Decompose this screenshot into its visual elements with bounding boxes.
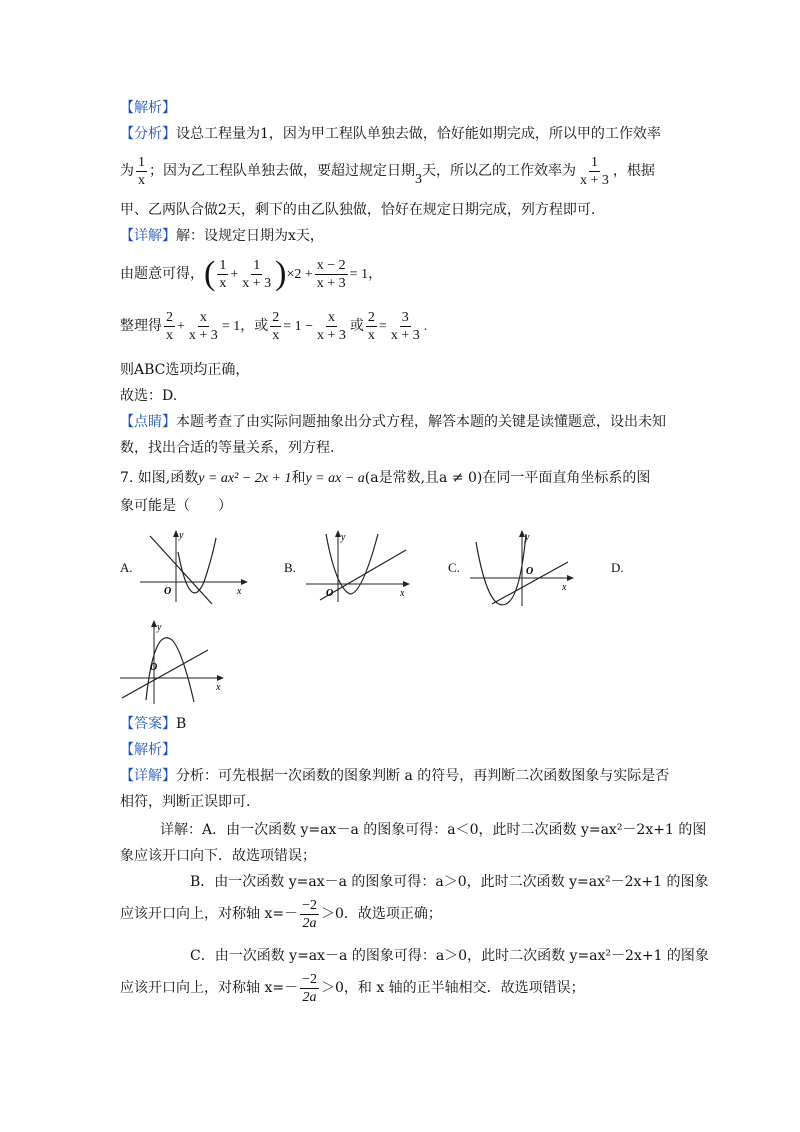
straight-line (150, 536, 212, 604)
paren-close: ) (275, 255, 287, 292)
y-axis-label: y (341, 532, 346, 543)
fraction-minus-2-over-2a (300, 971, 319, 1006)
x-axis-label: x (237, 586, 242, 597)
c2-text-b: ＞0，和 x 轴的正半轴相交．故选项错误； (320, 980, 585, 996)
option-b-label: B. (284, 560, 296, 575)
frac-den: x + 3 (188, 327, 218, 343)
answer-line (120, 714, 186, 734)
frac-num: 1 (253, 257, 261, 273)
frac-num: 1 (138, 154, 145, 170)
detail-line-1 (120, 226, 324, 246)
detail-equation-line: 由题意可得，( $\frac{1}{x}$ + $\frac{1}{x + 3}$ )×2 + $\frac{x - 2}{x + 3}$ = 1， (120, 255, 383, 292)
tag-dianjing: 【点睛】 (120, 414, 176, 430)
origin-label: O (150, 662, 158, 673)
frac-den: x + 3 (390, 327, 420, 343)
parabola (326, 534, 378, 594)
origin-label: O (526, 566, 534, 577)
frac-num: −2 (302, 897, 317, 913)
fraction-1-over-x (136, 154, 147, 189)
fraction-3-over-x-plus-3 (389, 309, 422, 344)
frac-num: 2 (367, 309, 375, 325)
detail-text-3a: 整理得 (120, 318, 162, 334)
c2-text-a: 应该开口向上，对称轴 x=－ (120, 980, 299, 996)
straight-line (122, 650, 208, 698)
frac-num: 1 (590, 154, 598, 170)
b2-text-a: 应该开口向上，对称轴 x=－ (120, 906, 299, 922)
detail-text-1: 解：设规定日期为x天， (176, 228, 324, 244)
option-a-label: A. (120, 560, 133, 575)
frac-num: −2 (302, 971, 317, 987)
fraction-x-over-x-plus-3 (187, 309, 220, 344)
y-axis-label: y (157, 622, 162, 633)
fraction-x-over-x-plus-3 (315, 309, 348, 344)
analysis-text-2d: 天，所以乙的工作效率为 (422, 163, 576, 179)
detail-line-4: 则ABC选项均正确， (120, 362, 250, 378)
x-axis-label: x (562, 582, 567, 593)
detail2-line-1 (120, 766, 669, 786)
detail-line-5: 故选：D. (120, 388, 178, 404)
graph-option-a (140, 528, 252, 604)
x-axis-arrow (217, 675, 224, 681)
x-axis-label: x (216, 682, 221, 693)
detail2-option-a-line-2: 象应该开口向下．故选项错误； (120, 848, 316, 864)
frac-den: x + 3 (316, 275, 346, 291)
origin-label: O (326, 588, 334, 599)
analysis-text-2c: 3 (415, 172, 422, 187)
frac-den: x + 3 (242, 275, 272, 291)
detail-text-3d: = 1 − (283, 319, 314, 334)
analysis-line-3: 甲、乙两队合做2天，剩下的由乙队独做，恰好在规定日期完成，列方程即可. (120, 202, 596, 218)
frac-num: x (327, 309, 335, 325)
detail2-option-c-line-1: C．由一次函数 y=ax－a 的图象可得：a＞0，此时二次函数 y=ax²－2x+1 的图象 (190, 948, 709, 964)
origin-label: O (164, 586, 172, 597)
analysis-line-1 (120, 124, 661, 144)
tag-xiangjie: 【详解】 (120, 228, 176, 244)
frac-den: x (138, 172, 145, 188)
frac-den: x (166, 327, 173, 343)
option-d-label: D. (611, 560, 624, 575)
detail-text-2b: ×2 + (286, 267, 313, 282)
graph-option-b (306, 528, 414, 604)
frac-den: x (367, 327, 375, 343)
tag-xiangjie-2: 【详解】 (120, 768, 176, 784)
frac-num: x (199, 309, 207, 325)
equals-sign: = (378, 319, 387, 334)
frac-den: x (272, 327, 280, 343)
fraction-1-over-x-plus-3 (240, 257, 273, 292)
frac-den: x (219, 275, 227, 291)
fraction-x-minus-2-over-x-plus-3 (315, 257, 348, 292)
detail-simplify-line (120, 306, 427, 347)
fraction-2-over-x (164, 309, 175, 344)
x-axis-arrow (567, 575, 574, 581)
x-axis-arrow (403, 581, 410, 587)
section-tag-analysis: 【解析】 (120, 100, 176, 116)
comment-line-1 (120, 412, 666, 432)
option-c-label: C. (448, 560, 460, 575)
paren-open: ( (204, 255, 216, 292)
q7-equation-linear: y = ax − a (305, 471, 365, 486)
fraction-minus-2-over-2a (300, 897, 319, 932)
detail2-option-b-line-2 (120, 894, 442, 934)
frac-num: 1 (219, 257, 227, 273)
detail2-line-2: 相符，判断正误即可. (120, 794, 251, 810)
frac-den: 2a (302, 915, 317, 931)
x-axis-arrow (241, 579, 248, 585)
q7-equation-quadratic: y = ax² − 2x + 1 (198, 471, 292, 486)
y-axis-label: y (179, 530, 184, 541)
detail-text-3e: 或 (349, 318, 364, 334)
detail-text-2a: 由题意可得， (120, 266, 204, 282)
detail-text-3c: = 1，或 (221, 319, 269, 334)
frac-den: x + 3 (317, 327, 346, 343)
comment-text-1: 本题考查了由实际问题抽象出分式方程，解答本题的关键是读懂题意，设出未知 (176, 414, 666, 430)
frac-den: x + 3 (580, 172, 609, 188)
analysis-text-2b: ；因为乙工程队单独去做，要超过规定日期 (149, 163, 415, 179)
question-7-line-1 (120, 468, 650, 489)
detail-text-2c: = 1， (349, 267, 383, 282)
section-tag-analysis-2: 【解析】 (120, 742, 176, 758)
graph-option-d (120, 616, 230, 706)
analysis-line-2 (120, 152, 655, 191)
plus-sign: + (177, 319, 185, 334)
q7-text-b: 和 (291, 470, 306, 486)
y-axis-label: y (525, 532, 530, 543)
frac-num: x − 2 (316, 257, 346, 273)
comment-line-2: 数，找出合适的等量关系，列方程. (120, 440, 335, 456)
fraction-2-over-x (366, 309, 377, 344)
tag-daan: 【答案】 (120, 716, 176, 732)
detail2-option-c-line-2 (120, 968, 585, 1008)
detail2-option-b-line-1: B．由一次函数 y=ax－a 的图象可得：a＞0，此时二次函数 y=ax²－2x+1 的图象 (190, 874, 709, 890)
graph-option-c (470, 528, 578, 608)
question-7-line-2: 象可能是（ ） (120, 498, 232, 514)
fraction-2-over-x (270, 309, 281, 344)
period: . (423, 319, 428, 334)
analysis-text-2a: 为 (120, 163, 134, 179)
x-axis-label: x (400, 588, 405, 599)
parabola (178, 538, 216, 593)
frac-den: 2a (302, 989, 317, 1005)
fraction-1-over-x-plus-3 (578, 154, 611, 189)
frac-num: 3 (401, 309, 409, 325)
fraction-1-over-x (217, 257, 228, 292)
frac-num: 2 (166, 309, 173, 325)
q7-text-c: (a是常数,且a ≠ 0)在同一平面直角坐标系的图 (364, 470, 651, 486)
analysis-text-2e: ，根据 (612, 163, 655, 179)
answer-value: B (176, 716, 187, 732)
tag-fenxi: 【分析】 (120, 126, 176, 142)
analysis-text-1: 设总工程量为1，因为甲工程队单独去做，恰好能如期完成，所以甲的工作效率 (176, 126, 661, 142)
q7-text-a: 7. 如图,函数 (120, 470, 199, 486)
b2-text-b: ＞0．故选项正确； (320, 906, 442, 922)
detail2-text-1: 分析：可先根据一次函数的图象判断 a 的符号，再判断二次函数图象与实际是否 (176, 768, 670, 784)
detail2-option-a-line-1: 详解：A．由一次函数 y=ax－a 的图象可得：a＜0，此时二次函数 y=ax²－2x+1 的图 (160, 822, 707, 838)
parabola (476, 534, 526, 605)
frac-num: 2 (272, 309, 280, 325)
